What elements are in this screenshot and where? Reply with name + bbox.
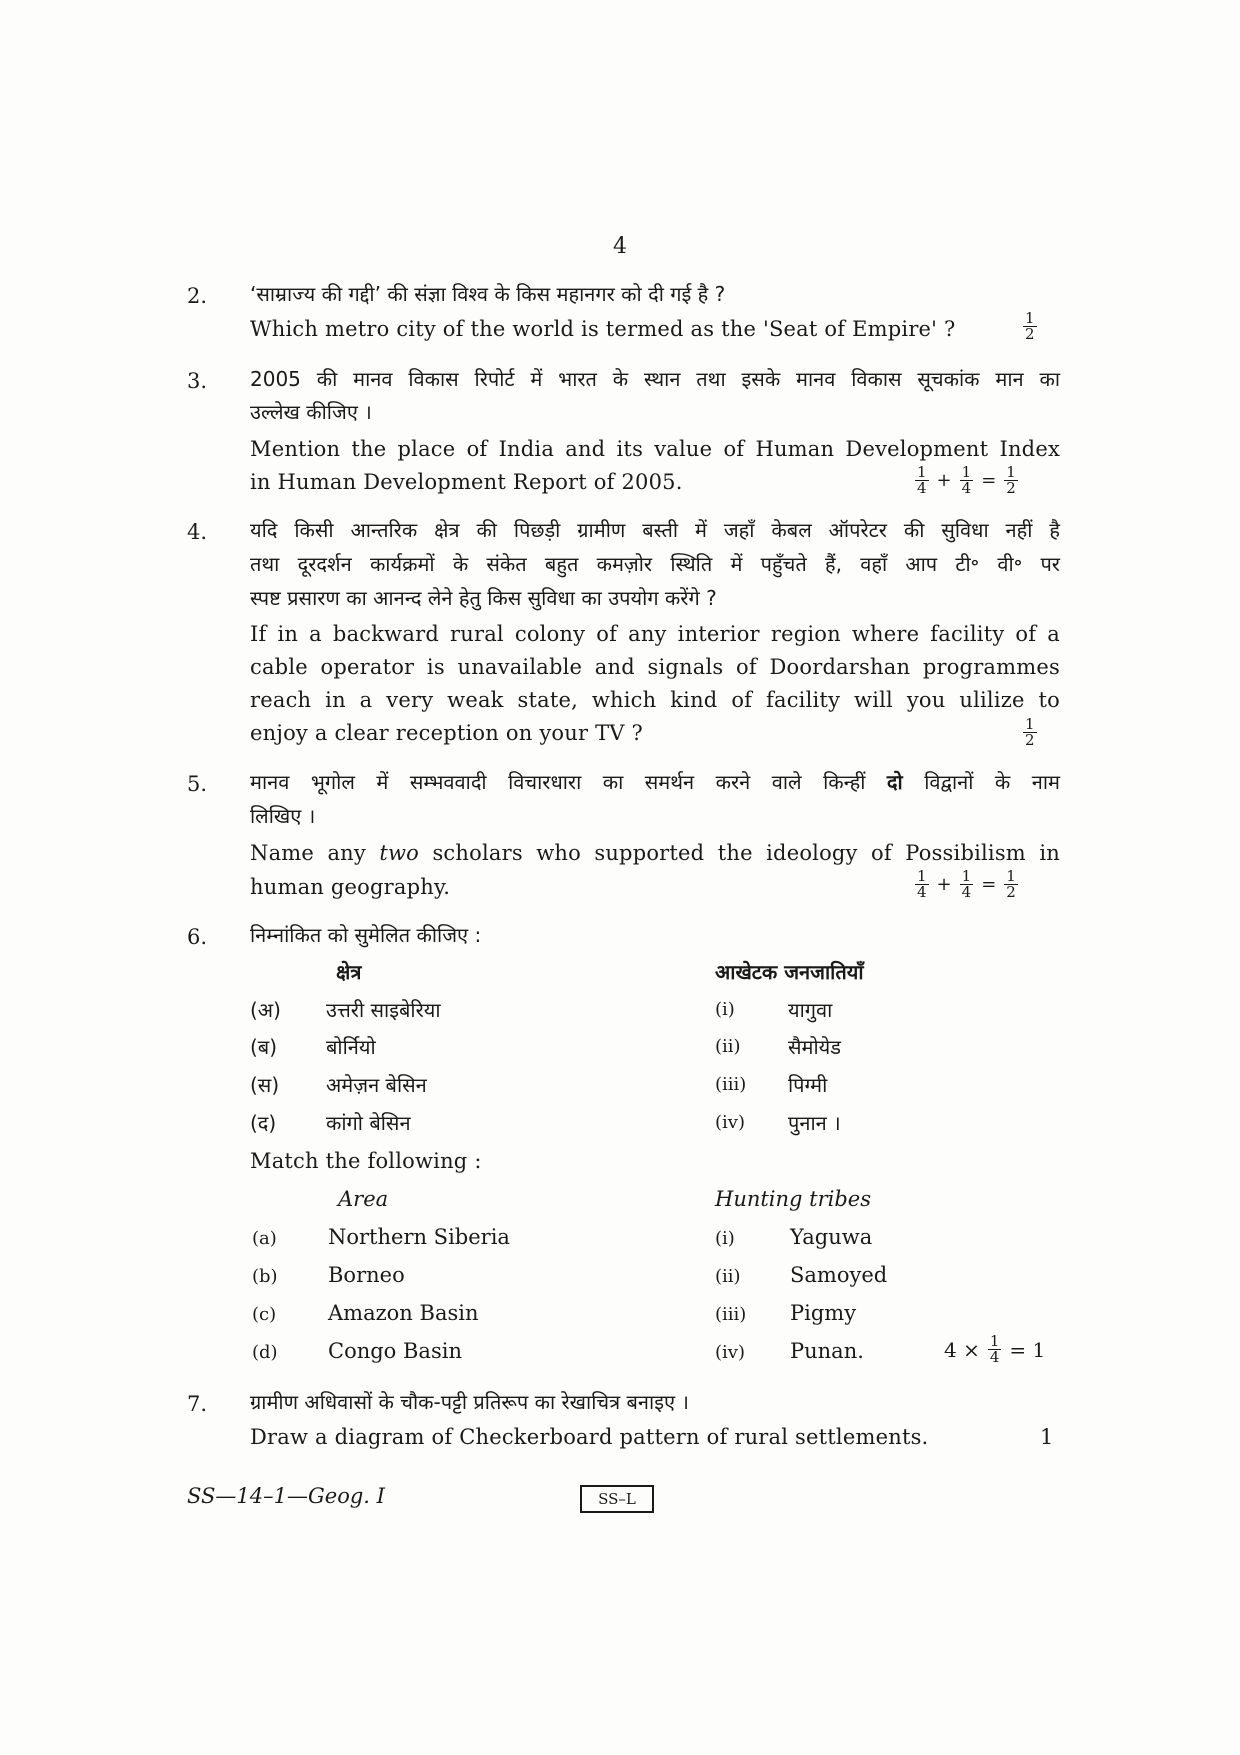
question-2-number: 2. (187, 284, 208, 308)
question-3-hindi-line-1: 2005 की मानव विकास रिपोर्ट में भारत के स्थान तथा इसके मानव विकास सूचकांक मान का (250, 367, 1060, 391)
row-label: (iii) (715, 1074, 747, 1095)
question-6-english-instruction: Match the following : (250, 1149, 482, 1173)
page-number: 4 (613, 234, 627, 259)
row-area: Northern Siberia (328, 1225, 510, 1249)
row-area: बोर्नियो (326, 1035, 376, 1059)
row-label: (b) (252, 1266, 278, 1287)
question-3-marks: $\frac{1}{4}$ + $\frac{1}{4}$ = $\frac{1}{2}$ (917, 463, 1016, 497)
row-label: (iv) (715, 1112, 745, 1133)
row-area: कांगो बेसिन (326, 1111, 411, 1135)
question-3-number: 3. (187, 369, 208, 393)
english-column-heading-area: Area (338, 1187, 389, 1211)
question-2-hindi: ‘साम्राज्य की गद्दी’ की संज्ञा विश्व के किस महानगर को दी गई है ? (250, 282, 726, 306)
question-7-marks: 1 (1040, 1425, 1054, 1449)
hindi-column-heading-tribes: आखेटक जनजातियाँ (715, 960, 864, 984)
row-label: (ii) (715, 1036, 741, 1057)
question-7-english: Draw a diagram of Checkerboard pattern of rural settlements. (250, 1425, 929, 1449)
question-4-number: 4. (187, 520, 208, 544)
row-label: (c) (252, 1304, 277, 1325)
row-area: Borneo (328, 1263, 405, 1287)
series-box: SS–L (580, 1485, 654, 1513)
row-label: (द) (250, 1111, 277, 1135)
row-label: (d) (252, 1342, 278, 1363)
row-label: (i) (715, 1228, 735, 1249)
question-2-english: Which metro city of the world is termed as the 'Seat of Empire' ? (250, 317, 956, 341)
question-4-english-line-2: cable operator is unavailable and signals of Doordarshan programmes (250, 655, 1060, 679)
question-4-hindi-line-1: यदि किसी आन्तरिक क्षेत्र की पिछड़ी ग्रामीण बस्ती में जहाँ केबल ऑपरेटर की सुविधा नहीं है (250, 518, 1060, 542)
row-label: (ब) (250, 1035, 278, 1059)
row-label: (iv) (715, 1342, 745, 1363)
question-2-marks: $\frac{1}{2}$ (1025, 309, 1035, 343)
row-area: Congo Basin (328, 1339, 462, 1363)
row-label: (iii) (715, 1304, 747, 1325)
row-tribe: Pigmy (790, 1301, 857, 1325)
question-3-hindi-line-2: उल्लेख कीजिए । (250, 400, 372, 424)
row-tribe: Yaguwa (790, 1225, 873, 1249)
row-label: (a) (252, 1228, 277, 1249)
question-3-english-line-2: in Human Development Report of 2005. (250, 470, 683, 494)
question-7-hindi: ग्रामीण अधिवासों के चौक-पट्टी प्रतिरूप का रेखाचित्र बनाइए । (250, 1390, 690, 1414)
row-area: उत्तरी साइबेरिया (326, 998, 441, 1022)
question-5-hindi-line-2: लिखिए । (250, 804, 316, 828)
row-label: (ii) (715, 1266, 741, 1287)
question-6-number: 6. (187, 925, 208, 949)
question-5-marks: $\frac{1}{4}$ + $\frac{1}{4}$ = $\frac{1}{2}$ (917, 867, 1016, 901)
question-6-hindi-instruction: निम्नांकित को सुमेलित कीजिए : (250, 923, 482, 947)
question-4-english-line-3: reach in a very weak state, which kind of facility will you ulilize to (250, 688, 1060, 712)
question-6-marks: 4 × $\frac{1}{4}$ = 1 (944, 1332, 1046, 1366)
question-5-english-line-2: human geography. (250, 875, 451, 899)
row-label: (स) (250, 1073, 280, 1097)
question-4-english-line-4: enjoy a clear reception on your TV ? (250, 721, 643, 745)
row-tribe: सैमोयेड (788, 1035, 841, 1059)
question-4-marks: $\frac{1}{2}$ (1025, 715, 1035, 749)
row-tribe: पुनान । (788, 1111, 841, 1135)
question-5-number: 5. (187, 772, 208, 796)
row-area: अमेज़न बेसिन (326, 1073, 427, 1097)
row-label: (i) (715, 999, 735, 1020)
question-7-number: 7. (187, 1392, 208, 1416)
hindi-column-heading-area: क्षेत्र (336, 960, 362, 984)
row-label: (अ) (250, 998, 281, 1022)
row-tribe: Samoyed (790, 1263, 888, 1287)
row-tribe: पिग्मी (788, 1073, 828, 1097)
row-area: Amazon Basin (328, 1301, 479, 1325)
question-4-english-line-1: If in a backward rural colony of any interior region where facility of a (250, 622, 1060, 646)
row-tribe: यागुवा (788, 998, 833, 1022)
question-5-english-line-1: Name any two scholars who supported the ideology of Possibilism in (250, 841, 1060, 865)
english-column-heading-tribes: Hunting tribes (715, 1187, 872, 1211)
paper-code: SS—14–1—Geog. I (187, 1484, 385, 1508)
question-4-hindi-line-3: स्पष्ट प्रसारण का आनन्द लेने हेतु किस सुविधा का उपयोग करेंगे ? (250, 586, 717, 610)
row-tribe: Punan. (790, 1339, 864, 1363)
question-4-hindi-line-2: तथा दूरदर्शन कार्यक्रमों के संकेत बहुत कमज़ोर स्थिति में पहुँचते हैं, वहाँ आप टी॰ वी॰ पर (250, 552, 1060, 576)
question-5-hindi-line-1: मानव भूगोल में सम्भववादी विचारधारा का समर्थन करने वाले किन्हीं दो विद्वानों के नाम (250, 770, 1061, 794)
question-3-english-line-1: Mention the place of India and its value of Human Development Index (250, 437, 1060, 461)
